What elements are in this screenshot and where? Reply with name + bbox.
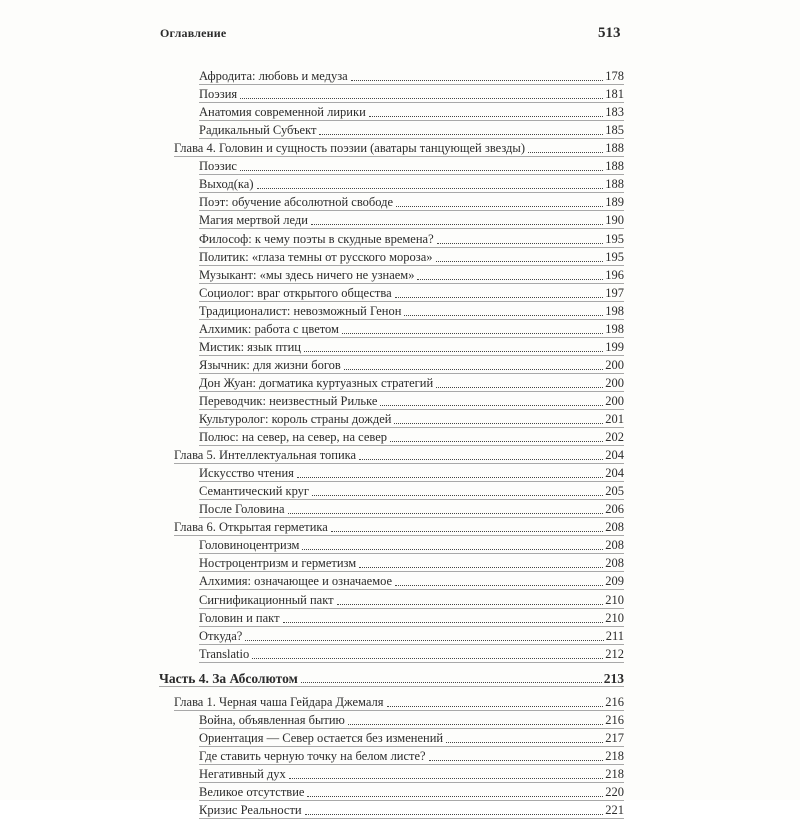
toc-entry-page: 206	[605, 502, 624, 517]
toc-entry-title: Негативный дух	[199, 766, 286, 781]
toc-dot-leader	[312, 495, 603, 496]
toc-dot-leader	[301, 682, 602, 683]
toc-dot-leader	[240, 98, 603, 99]
toc-section-entry	[199, 121, 624, 139]
toc-entry-page: 178	[605, 69, 624, 83]
page-number: 513	[598, 25, 621, 41]
toc-section-entry	[199, 284, 624, 302]
toc-dot-leader	[302, 549, 603, 550]
toc-section-entry	[199, 85, 624, 103]
toc-entry-page: 218	[605, 766, 624, 781]
toc-entry-title: Полюс: на север, на север, на север	[199, 430, 388, 444]
toc-entry-page: 209	[605, 574, 624, 589]
toc-chapter-entry	[174, 518, 624, 536]
toc-chapter-entry	[174, 446, 624, 464]
toc-entry-title: Головин и пакт	[199, 610, 280, 625]
toc-section-entry	[199, 783, 624, 801]
toc-entry-title: Глава 6. Открытая герметика	[174, 520, 328, 535]
toc-entry-title: Семантический круг	[199, 484, 310, 499]
toc-entry-page: 216	[605, 694, 624, 709]
toc-section-entry	[199, 711, 624, 729]
toc-entry-page: 188	[605, 159, 624, 174]
toc-section-entry	[199, 356, 624, 374]
toc-entry-title: Переводчик: неизвестный Рильке	[199, 393, 378, 408]
toc-entry-title: Глава 1. Черная чаша Гейдара Джемаля	[174, 694, 384, 709]
toc-section-entry	[199, 729, 624, 747]
toc-section-entry	[199, 338, 624, 356]
toc-entry-title: Алхимия: означающее и означаемое	[199, 574, 393, 589]
toc-section-entry	[199, 747, 624, 765]
toc-section-entry	[199, 428, 624, 446]
toc-entry-page: 198	[605, 321, 624, 336]
toc-dot-leader	[307, 796, 603, 797]
toc-entry-title: Головиноцентризм	[199, 538, 300, 553]
toc-entry-title: Культуролог: король страны дождей	[199, 412, 392, 426]
toc-entry-page: 205	[605, 484, 624, 499]
toc-dot-leader	[351, 80, 604, 81]
toc-dot-leader	[305, 814, 604, 815]
toc-dot-leader	[331, 531, 603, 532]
toc-section-entry	[199, 627, 624, 645]
toc-entry-page: 216	[605, 712, 624, 727]
toc-dot-leader	[257, 188, 604, 189]
toc-entry-page: 188	[605, 177, 624, 192]
toc-entry-page: 195	[605, 231, 624, 246]
toc-chapter-entry	[174, 139, 624, 157]
toc-dot-leader	[528, 152, 603, 153]
toc-entry-title: Традиционалист: невозможный Генон	[199, 303, 402, 318]
toc-entry-title: Выход(ка)	[199, 177, 254, 192]
toc-dot-leader	[283, 622, 604, 623]
toc-entry-page: 183	[605, 105, 624, 120]
toc-dot-leader	[429, 760, 604, 761]
toc-entry-title: Глава 4. Головин и сущность поэзии (аватары танцующей звезды)	[174, 141, 525, 156]
toc-entry-page: 220	[605, 784, 624, 799]
toc-entry-page: 210	[605, 610, 624, 625]
toc-dot-leader	[446, 742, 603, 743]
toc-dot-leader	[359, 567, 603, 568]
toc-part-entry	[159, 669, 624, 687]
toc-entry-page: 208	[605, 538, 624, 553]
toc-dot-leader	[380, 405, 603, 406]
toc-entry-page: 208	[605, 520, 624, 535]
toc-dot-leader	[396, 206, 603, 207]
toc-entry-page: 202	[605, 430, 624, 444]
toc-dot-leader	[436, 261, 604, 262]
toc-section-entry	[199, 464, 624, 482]
toc-dot-leader	[395, 585, 603, 586]
toc-section-entry	[199, 103, 624, 121]
toc-section-entry	[199, 266, 624, 284]
toc-section-entry	[199, 374, 624, 392]
toc-entry-page: 200	[605, 357, 624, 372]
toc-entry-page: 210	[605, 592, 624, 607]
toc-section-entry	[199, 248, 624, 266]
toc-section-entry	[199, 175, 624, 193]
toc-entry-page: 201	[605, 412, 624, 426]
toc-entry-title: Язычник: для жизни богов	[199, 357, 341, 372]
running-head: Оглавление	[160, 26, 227, 40]
toc-chapter-entry	[174, 693, 624, 711]
toc-entry-title: Кризис Реальности	[199, 803, 302, 817]
toc-section-entry	[199, 591, 624, 609]
toc-entry-title: Магия мертвой леди	[199, 213, 308, 228]
toc-entry-page: 197	[605, 285, 624, 300]
toc-section-entry	[199, 500, 624, 518]
toc-section-entry	[199, 554, 624, 572]
toc-entry-page: 199	[605, 339, 624, 354]
toc-dot-leader	[304, 351, 603, 352]
toc-section-entry	[199, 645, 624, 663]
toc-dot-leader	[311, 224, 603, 225]
toc-entry-title: После Головина	[199, 502, 285, 517]
toc-entry-page: 188	[605, 141, 624, 156]
toc-entry-title: Сигнификационный пакт	[199, 592, 334, 607]
toc-entry-page: 200	[605, 393, 624, 408]
toc-dot-leader	[245, 640, 603, 641]
toc-entry-title: Translatio	[199, 646, 250, 661]
toc-entry-title: Поэт: обучение абсолютной свободе	[199, 195, 394, 210]
toc-dot-leader	[369, 116, 603, 117]
toc-entry-page: 185	[605, 123, 624, 138]
toc-entry-page: 204	[605, 448, 624, 463]
toc-section-entry	[199, 801, 624, 819]
toc-dot-leader	[390, 441, 603, 442]
toc-entry-page: 212	[605, 646, 624, 661]
toc-section-entry	[199, 230, 624, 248]
toc-entry-title: Война, объявленная бытию	[199, 712, 345, 727]
toc-dot-leader	[417, 279, 603, 280]
toc-section-entry	[199, 320, 624, 338]
toc-dot-leader	[437, 243, 604, 244]
toc-section-entry	[199, 572, 624, 590]
toc-entry-title: Часть 4. За Абсолютом	[159, 670, 298, 686]
toc-dot-leader	[436, 387, 603, 388]
toc-entry-page: 204	[605, 466, 624, 481]
toc-entry-page: 217	[605, 730, 624, 745]
toc-dot-leader	[240, 170, 603, 171]
toc-entry-page: 221	[605, 803, 624, 817]
toc-section-entry	[199, 67, 624, 85]
toc-entry-title: Мистик: язык птиц	[199, 339, 301, 354]
toc-dot-leader	[387, 706, 604, 707]
toc-dot-leader	[348, 724, 603, 725]
toc-entry-title: Алхимик: работа с цветом	[199, 321, 339, 336]
toc-entry-page: 213	[603, 670, 624, 686]
toc-dot-leader	[342, 333, 603, 334]
toc-entry-title: Политик: «глаза темны от русского мороза»	[199, 249, 433, 264]
toc-entry-page: 195	[605, 249, 624, 264]
toc-dot-leader	[297, 477, 603, 478]
toc-entry-page: 190	[605, 213, 624, 228]
toc-entry-title: Афродита: любовь и медуза	[199, 69, 348, 83]
toc-entry-title: Поэзис	[199, 159, 237, 174]
toc-dot-leader	[252, 658, 603, 659]
toc-entry-title: Глава 5. Интеллектуальная топика	[174, 448, 357, 463]
toc-entry-title: Дон Жуан: догматика куртуазных стратегий	[199, 375, 434, 390]
toc-entry-title: Где ставить черную точку на белом листе?	[199, 748, 426, 763]
toc-entry-title: Ностроцентризм и герметизм	[199, 556, 357, 571]
toc-section-entry	[199, 392, 624, 410]
toc-dot-leader	[359, 459, 603, 460]
toc-entry-page: 211	[605, 628, 624, 643]
toc-section-entry	[199, 410, 624, 428]
toc-entry-title: Музыкант: «мы здесь ничего не узнаем»	[199, 267, 415, 282]
toc-dot-leader	[288, 513, 604, 514]
toc-entry-page: 196	[605, 267, 624, 282]
toc-section-entry	[199, 157, 624, 175]
toc-section-entry	[199, 609, 624, 627]
toc-section-entry	[199, 765, 624, 783]
toc-entry-title: Социолог: враг открытого общества	[199, 285, 392, 300]
toc-entry-page: 218	[605, 748, 624, 763]
toc-section-entry	[199, 482, 624, 500]
toc-entry-title: Радикальный Субъект	[199, 123, 317, 138]
toc-entry-page: 200	[605, 375, 624, 390]
toc-dot-leader	[404, 315, 603, 316]
toc-dot-leader	[319, 134, 603, 135]
toc-entry-page: 198	[605, 303, 624, 318]
toc-dot-leader	[289, 778, 604, 779]
toc-entry-page: 181	[605, 87, 624, 102]
toc-entry-title: Анатомия современной лирики	[199, 105, 366, 120]
toc-entry-title: Великое отсутствие	[199, 784, 305, 799]
toc-entry-title: Откуда?	[199, 628, 243, 643]
toc-dot-leader	[395, 297, 604, 298]
toc-entry-title: Искусство чтения	[199, 466, 294, 481]
toc-entry-page: 189	[605, 195, 624, 210]
toc-section-entry	[199, 211, 624, 229]
toc-entry-title: Философ: к чему поэты в скудные времена?	[199, 231, 434, 246]
toc-entry-title: Поэзия	[199, 87, 238, 102]
toc-section-entry	[199, 193, 624, 211]
toc-entry-title: Ориентация — Север остается без изменений	[199, 730, 444, 745]
toc-section-entry	[199, 302, 624, 320]
toc-dot-leader	[337, 604, 604, 605]
toc-dot-leader	[344, 369, 603, 370]
toc-section-entry	[199, 536, 624, 554]
toc-dot-leader	[394, 423, 603, 424]
toc-entry-page: 208	[605, 556, 624, 571]
